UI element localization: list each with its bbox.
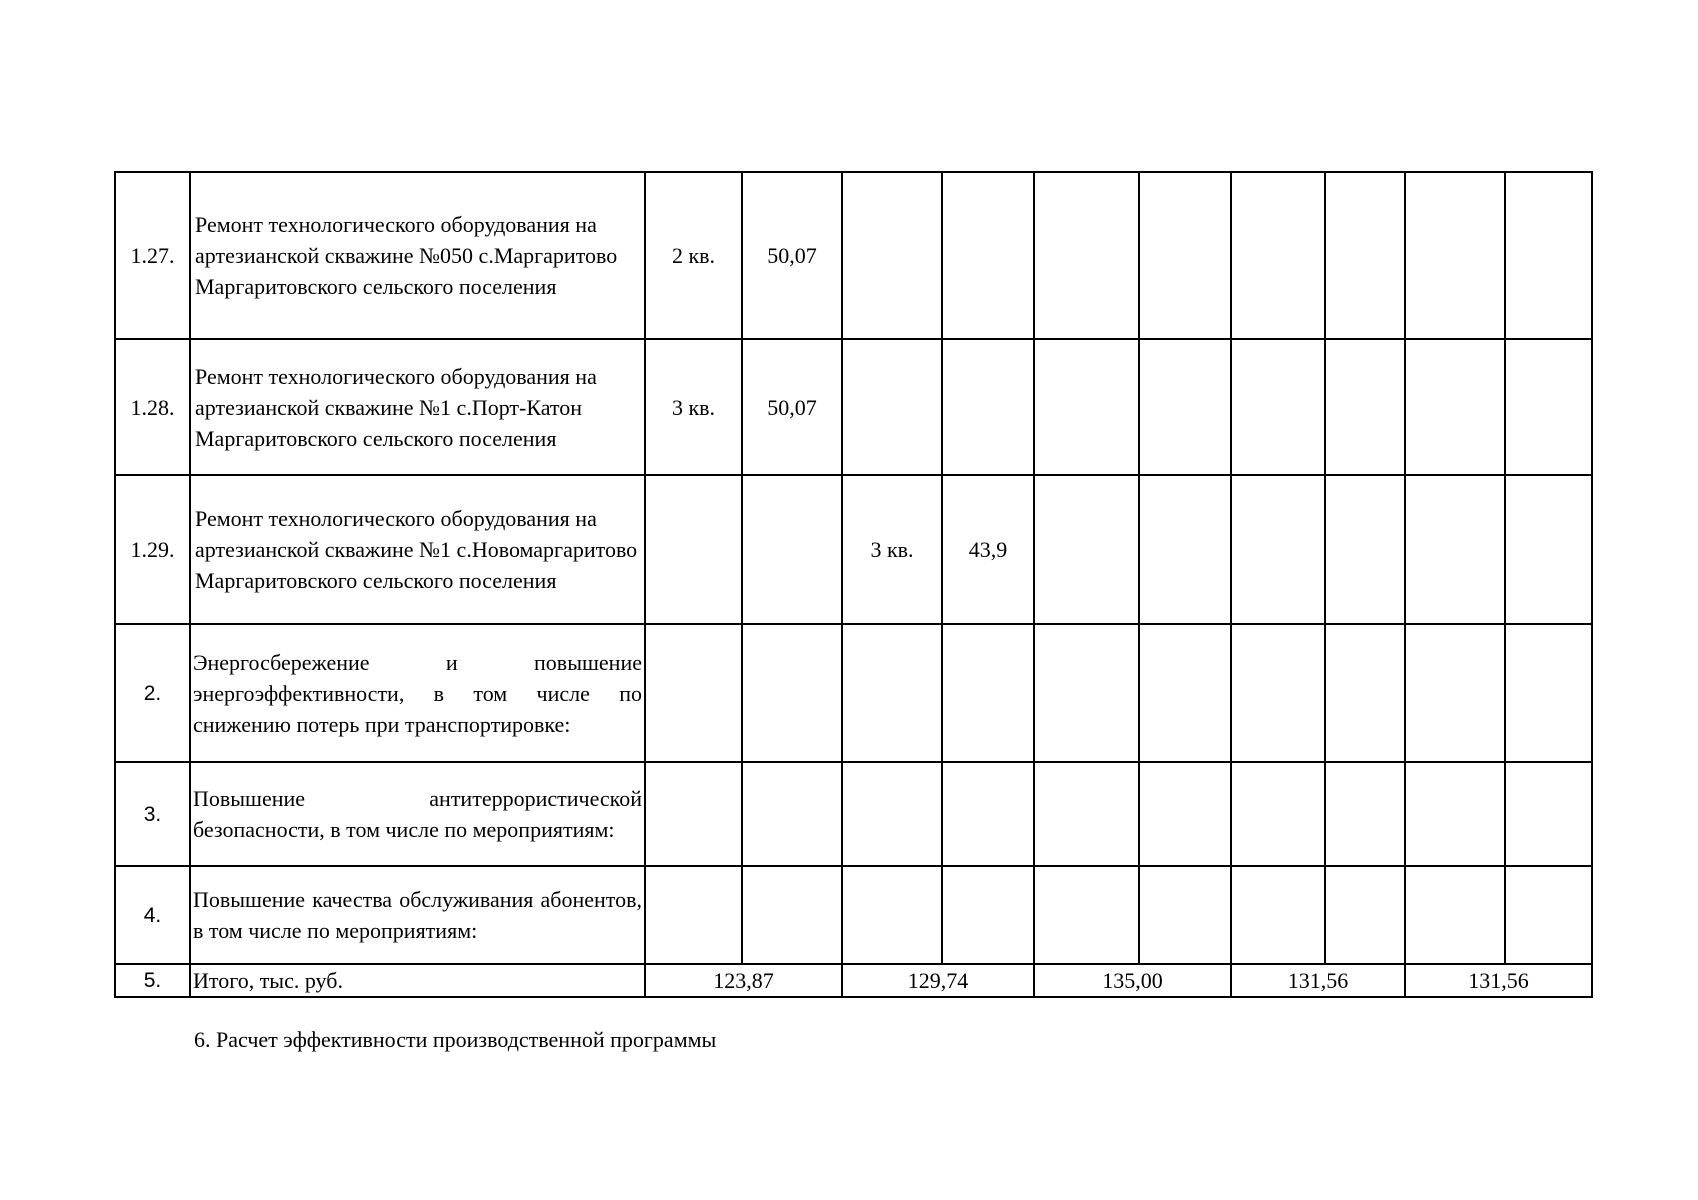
table-cell	[742, 866, 842, 964]
table-cell	[1139, 624, 1231, 762]
table-cell	[1325, 339, 1405, 475]
table-cell	[1505, 339, 1592, 475]
table-cell	[1231, 475, 1325, 624]
table-cell: 3 кв.	[645, 339, 742, 475]
table-cell	[645, 624, 742, 762]
table-cell	[1231, 172, 1325, 339]
total-value: 129,74	[842, 964, 1034, 997]
table-cell	[842, 866, 942, 964]
table-cell	[1231, 339, 1325, 475]
row-number: 1.29.	[115, 475, 190, 624]
table-row	[115, 172, 1592, 339]
total-value: 131,56	[1405, 964, 1592, 997]
table-cell	[1405, 475, 1505, 624]
table-cell	[942, 866, 1034, 964]
table-row	[115, 475, 1592, 624]
row-description: Ремонт технологического оборудования на артезианской скважине №1 с.Новомаргаритово Маргаритовского сельского поселения	[190, 475, 645, 624]
table-cell	[1231, 866, 1325, 964]
table-cell	[842, 624, 942, 762]
table-row	[115, 624, 1592, 762]
table-cell	[1034, 762, 1139, 866]
table-cell	[1139, 172, 1231, 339]
table-cell	[942, 339, 1034, 475]
table-cell: 43,9	[942, 475, 1034, 624]
table-cell	[1505, 866, 1592, 964]
total-value: 135,00	[1034, 964, 1231, 997]
table-cell	[842, 339, 942, 475]
program-table	[114, 171, 1593, 998]
table-cell	[1325, 475, 1405, 624]
table-cell	[1325, 762, 1405, 866]
row-description: Энергосбережение и повышение энергоэффективности, в том числе по снижению потерь при транспортировке:	[190, 624, 645, 762]
table-cell	[1505, 624, 1592, 762]
table-cell	[645, 866, 742, 964]
table-cell	[1505, 475, 1592, 624]
table-cell	[1505, 172, 1592, 339]
table-cell	[1139, 866, 1231, 964]
table-cell	[1231, 762, 1325, 866]
row-description: Повышение качества обслуживания абонентов, в том числе по мероприятиям:	[190, 866, 645, 964]
table-cell: 2 кв.	[645, 172, 742, 339]
table-cell	[1325, 624, 1405, 762]
table-row	[115, 866, 1592, 964]
row-description: Повышение антитеррористической безопасности, в том числе по мероприятиям:	[190, 762, 645, 866]
row-number: 2.	[115, 624, 190, 762]
table-cell: 50,07	[742, 172, 842, 339]
table-cell	[645, 475, 742, 624]
row-number: 4.	[115, 866, 190, 964]
total-value: 131,56	[1231, 964, 1405, 997]
table-cell	[1231, 624, 1325, 762]
table-cell: 50,07	[742, 339, 842, 475]
table-cell	[1034, 624, 1139, 762]
total-value: 123,87	[645, 964, 842, 997]
table-cell	[942, 624, 1034, 762]
table-cell	[1034, 866, 1139, 964]
table-cell	[742, 475, 842, 624]
table-cell	[1325, 172, 1405, 339]
table-cell	[1505, 762, 1592, 866]
table-cell	[742, 624, 842, 762]
table-cell	[742, 762, 842, 866]
table-cell	[1034, 172, 1139, 339]
table-cell	[1139, 475, 1231, 624]
table-cell	[1034, 475, 1139, 624]
table-cell	[842, 172, 942, 339]
table-row	[115, 339, 1592, 475]
total-label: Итого, тыс. руб.	[190, 964, 645, 997]
section-heading: 6. Расчет эффективности производственной программы	[194, 1027, 717, 1052]
row-number: 5.	[115, 964, 190, 997]
table-cell: 3 кв.	[842, 475, 942, 624]
total-row	[115, 964, 1592, 997]
table-cell	[1325, 866, 1405, 964]
table-cell	[842, 762, 942, 866]
table-row	[115, 762, 1592, 866]
table-cell	[1405, 339, 1505, 475]
row-description: Ремонт технологического оборудования на артезианской скважине №1 с.Порт-Катон Маргаритовского сельского поселения	[190, 339, 645, 475]
table-cell	[942, 762, 1034, 866]
table-cell	[1405, 624, 1505, 762]
table-cell	[1139, 762, 1231, 866]
row-number: 1.27.	[115, 172, 190, 339]
row-number: 1.28.	[115, 339, 190, 475]
table-cell	[942, 172, 1034, 339]
table-cell	[1405, 762, 1505, 866]
table-cell	[1034, 339, 1139, 475]
table-cell	[1405, 866, 1505, 964]
row-number: 3.	[115, 762, 190, 866]
row-description: Ремонт технологического оборудования на артезианской скважине №050 с.Маргаритово Маргаритовского сельского поселения	[190, 172, 645, 339]
table-cell	[645, 762, 742, 866]
table-cell	[1139, 339, 1231, 475]
table-cell	[1405, 172, 1505, 339]
